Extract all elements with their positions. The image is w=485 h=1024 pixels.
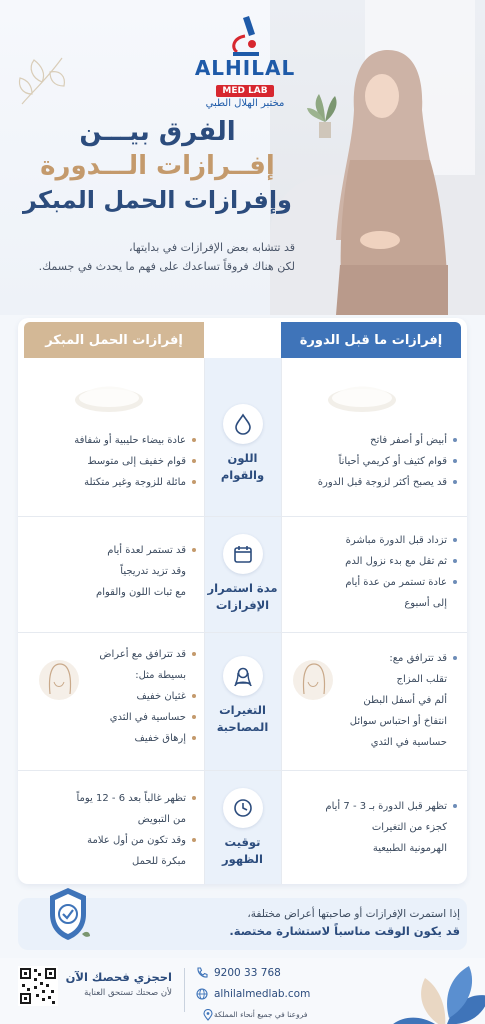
brand-arabic: مختبر الهلال الطبي bbox=[205, 98, 285, 109]
list-item: قوام كثيف أو كريمي أحياناً bbox=[287, 451, 459, 472]
row-4-early-pregnancy bbox=[28, 788, 198, 872]
brand-sub: MED LAB bbox=[216, 85, 273, 97]
list-item: وقد تزيد تدريجياً bbox=[120, 566, 186, 577]
list-item: حساسية في الثدي bbox=[28, 707, 198, 728]
row-2-early-pregnancy bbox=[28, 540, 198, 603]
list-item: غثيان خفيف bbox=[28, 686, 198, 707]
notice-text bbox=[100, 906, 460, 940]
drop-icon bbox=[223, 404, 263, 444]
contact-info bbox=[196, 962, 366, 1024]
list-item: حساسية في الثدي bbox=[370, 737, 447, 748]
intro-text bbox=[30, 238, 295, 276]
phone-icon bbox=[196, 967, 208, 979]
intro-line-1: قد تتشابه بعض الإفرازات في بدايتها، bbox=[129, 241, 295, 254]
calendar-icon bbox=[223, 534, 263, 574]
leaf-pattern-decoration-icon bbox=[385, 958, 485, 1024]
intro-line-2: لكن هناك فروقاً تساعدك على فهم ما يحدث في جسمك. bbox=[38, 260, 295, 273]
microscope-logo-icon bbox=[225, 14, 265, 58]
qr-code-icon[interactable] bbox=[18, 966, 58, 1006]
notice-line-1: إذا استمرت الإفرازات أو صاحبتها أعراض مختلفة، bbox=[247, 908, 460, 920]
hero-section bbox=[0, 0, 485, 315]
list-item: الهرمونية الطبيعية bbox=[372, 843, 447, 854]
list-item: عادة تستمر من عدة أيام bbox=[287, 572, 459, 593]
title-line-3: وإفرازات الحمل المبكر bbox=[23, 186, 292, 214]
list-item: وقد تكون من أول علامة bbox=[28, 830, 198, 851]
leaf-decoration-icon bbox=[14, 50, 70, 110]
title-line-1: الفرق بيـــن bbox=[79, 117, 236, 147]
row-3-early-pregnancy bbox=[28, 644, 198, 749]
cream-texture-image-right bbox=[326, 380, 398, 414]
column-header-early-pregnancy: إفرازات الحمل المبكر bbox=[24, 322, 204, 358]
shield-check-icon bbox=[44, 884, 92, 944]
cta-title: احجزي فحصك الآن bbox=[65, 970, 172, 984]
list-item: تزداد قبل الدورة مباشرة bbox=[287, 530, 459, 551]
phone-row[interactable] bbox=[196, 962, 366, 983]
list-item: قد تترافق مع أعراض bbox=[28, 644, 198, 665]
list-item: مبكرة للحمل bbox=[132, 856, 186, 867]
location-pin-icon bbox=[202, 1009, 214, 1021]
list-item: قد يصبح أكثر لزوجة قبل الدورة bbox=[287, 472, 459, 493]
row-1-label: اللون والقوام bbox=[204, 404, 281, 484]
row-1-pre-period bbox=[287, 430, 459, 493]
column-header-pre-period: إفرازات ما قبل الدورة bbox=[281, 322, 461, 358]
branches-text: فروعنا في جميع أنحاء المملكة bbox=[214, 1010, 308, 1019]
branches-row bbox=[196, 1004, 366, 1024]
list-item: انتفاخ أو احتباس سوائل bbox=[349, 716, 447, 727]
website-link: alhilalmedlab.com bbox=[214, 987, 311, 1000]
brand-name: ALHILAL bbox=[194, 56, 296, 80]
footer-divider bbox=[184, 968, 185, 1012]
list-item: إرهاق خفيف bbox=[28, 728, 198, 749]
list-item: قد تترافق مع: bbox=[287, 648, 459, 669]
notice-line-2: قد يكون الوقت مناسباً لاستشارة مختصة. bbox=[229, 924, 460, 938]
booking-cta[interactable] bbox=[62, 968, 172, 1000]
list-item: تظهر غالباً بعد 6 - 12 يوماً bbox=[28, 788, 198, 809]
list-item: أبيض أو أصفر فاتح bbox=[287, 430, 459, 451]
row-4-label: توقيت الظهور bbox=[204, 788, 281, 868]
website-row[interactable] bbox=[196, 983, 366, 1004]
woman-icon bbox=[223, 656, 263, 696]
list-item: من التبويض bbox=[137, 814, 186, 825]
title-line-2: إفــرازات الـــدورة bbox=[40, 151, 275, 181]
woman-photo-icon bbox=[330, 40, 450, 315]
list-item: ثم تقل مع بدء نزول الدم bbox=[287, 551, 459, 572]
row-2-pre-period bbox=[287, 530, 459, 614]
list-item: كجزء من التغيرات bbox=[371, 822, 447, 833]
phone-number: 9200 33 768 bbox=[214, 966, 281, 979]
row-4-pre-period bbox=[287, 796, 459, 859]
row-3-label: التغيرات المصاحبة bbox=[204, 656, 281, 736]
list-item: إلى أسبوع bbox=[404, 598, 447, 609]
brand-logo bbox=[180, 14, 310, 109]
list-item: قوام خفيف إلى متوسط bbox=[28, 451, 198, 472]
list-item: مائلة للزوجة وغير متكتلة bbox=[28, 472, 198, 493]
comparison-table bbox=[18, 318, 467, 884]
row-3-pre-period bbox=[287, 648, 459, 753]
cream-texture-image-left bbox=[73, 380, 145, 414]
globe-icon bbox=[196, 988, 208, 1000]
row-1-early-pregnancy bbox=[28, 430, 198, 493]
list-item: مع ثبات اللون والقوام bbox=[96, 587, 186, 598]
list-item: قد تستمر لعدة أيام bbox=[28, 540, 198, 561]
row-2-label: مدة استمرار الإفرازات bbox=[204, 534, 281, 614]
page-title bbox=[20, 115, 295, 217]
list-item: بسيطة مثل: bbox=[135, 670, 186, 681]
clock-icon bbox=[223, 788, 263, 828]
list-item: عادة بيضاء حليبية أو شفافة bbox=[28, 430, 198, 451]
list-item: تقلب المزاج bbox=[396, 674, 447, 685]
cta-subtitle: لأن صحتك تستحق العناية bbox=[84, 988, 172, 998]
list-item: ألم في أسفل البطن bbox=[363, 695, 447, 706]
list-item: تظهر قبل الدورة بـ 3 - 7 أيام bbox=[287, 796, 459, 817]
